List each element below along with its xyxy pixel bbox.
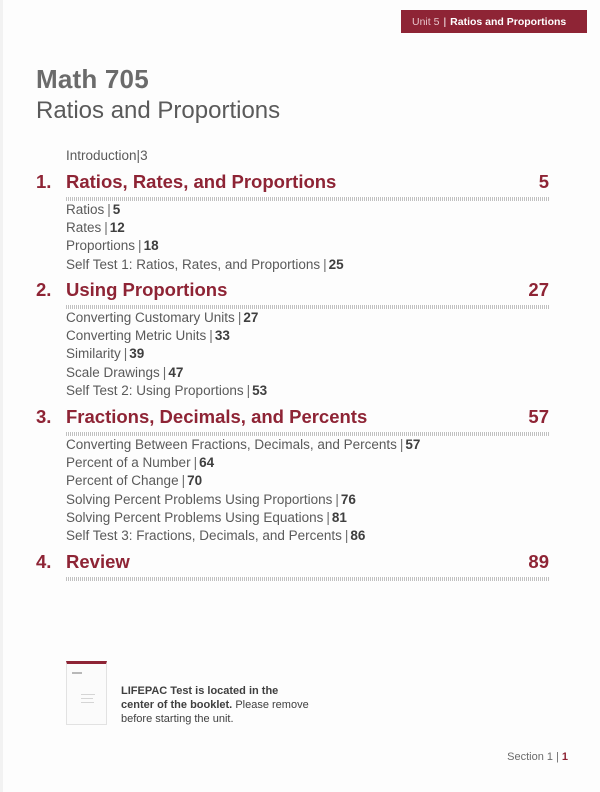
toc-section-2-heading[interactable] (36, 279, 549, 303)
toc-entry-page: 33 (214, 328, 230, 343)
test-booklet-thumbnail (66, 661, 107, 725)
toc-entry-label: Self Test 2: Using Proportions (66, 383, 244, 398)
toc-entry[interactable] (66, 238, 159, 253)
toc-entry-label: Introduction (66, 148, 137, 163)
toc-entry-label: Solving Percent Problems Using Equations (66, 510, 324, 525)
toc-entry-page: 27 (243, 310, 259, 325)
toc-entry-label: Converting Between Fractions, Decimals, and Percents (66, 437, 397, 452)
footer-section-label: Section 1 (507, 751, 554, 763)
section-page: 89 (528, 551, 549, 572)
toc-entry-bar: | (181, 473, 186, 488)
page-footer (507, 751, 568, 763)
section-title: Fractions, Decimals, and Percents (66, 406, 368, 427)
toc-entry-page: 57 (405, 437, 421, 452)
toc-entry-bar: | (246, 383, 251, 398)
toc-entry-page: 18 (143, 238, 159, 253)
toc-entry-bar: | (344, 528, 349, 543)
toc-entry-page: 47 (168, 365, 184, 380)
test-notice-line1: LIFEPAC Test is located in the (121, 685, 279, 697)
toc-entry-label: Converting Metric Units (66, 328, 207, 343)
toc-entry-page: 86 (350, 528, 366, 543)
toc-entry-page: 76 (340, 492, 356, 507)
toc-entry-page: 53 (252, 383, 268, 398)
toc-entry-page: 12 (109, 220, 125, 235)
section-page: 5 (538, 171, 549, 192)
section-divider (66, 197, 549, 201)
test-notice-line2: center of the booklet. (121, 699, 233, 711)
unit-header-band (401, 10, 587, 33)
toc-entry-page: 5 (112, 202, 121, 217)
toc-entry[interactable] (66, 365, 183, 380)
document-title: Math 705 (36, 64, 149, 94)
toc-entry-bar: | (335, 492, 339, 507)
toc-entry[interactable] (66, 510, 347, 525)
section-title: Review (66, 551, 130, 572)
unit-title: Ratios and Proportions (450, 15, 567, 28)
toc-entry-label: Percent of Change (66, 473, 179, 488)
toc-entry-page: 25 (328, 257, 344, 272)
toc-entry-bar: | (123, 346, 128, 361)
footer-page-number: 1 (561, 751, 568, 763)
toc-entry[interactable] (66, 220, 125, 235)
toc-entry-bar: | (136, 148, 141, 163)
test-notice-line3: Please remove before starting the unit. (121, 699, 309, 725)
toc-entry[interactable] (66, 257, 344, 272)
toc-entry[interactable] (66, 473, 202, 488)
section-number: 2. (36, 279, 52, 300)
toc-intro-entry[interactable] (66, 148, 148, 163)
section-divider (66, 432, 549, 436)
toc-entry-bar: | (138, 238, 142, 253)
toc-entry-label: Solving Percent Problems Using Proportions (66, 492, 333, 507)
toc-entry[interactable] (66, 455, 214, 470)
toc-entry-label: Rates (66, 220, 102, 235)
toc-entry-bar: | (399, 437, 404, 452)
toc-entry-label: Percent of a Number (66, 455, 191, 470)
document-subtitle: Ratios and Proportions (36, 97, 281, 124)
toc-entry-label: Similarity (66, 346, 121, 361)
toc-entry-bar: | (193, 455, 198, 470)
toc-entry-bar: | (323, 257, 327, 272)
toc-entry[interactable] (66, 437, 420, 452)
header-separator: | (443, 15, 447, 28)
toc-entry-label: Self Test 3: Fractions, Decimals, and Percents (66, 528, 342, 543)
toc-section-4-heading[interactable] (36, 551, 549, 575)
toc-entry[interactable] (66, 346, 144, 361)
toc-section-1-heading[interactable] (36, 171, 549, 195)
test-notice (121, 684, 311, 726)
section-title: Ratios, Rates, and Proportions (66, 171, 337, 192)
section-page: 57 (528, 406, 549, 427)
toc-entry-label: Ratios (66, 202, 105, 217)
section-page: 27 (528, 279, 549, 300)
toc-entry-label: Proportions (66, 238, 136, 253)
section-divider (66, 577, 549, 581)
toc-section-3-heading[interactable] (36, 406, 549, 430)
toc-entry[interactable] (66, 528, 365, 543)
toc-entry-label: Self Test 1: Ratios, Rates, and Proportions (66, 257, 321, 272)
toc-entry[interactable] (66, 492, 356, 507)
unit-label: Unit 5 (412, 15, 440, 28)
toc-entry-bar: | (107, 202, 111, 217)
toc-entry[interactable] (66, 202, 120, 217)
toc-entry-label: Scale Drawings (66, 365, 160, 380)
section-number: 1. (36, 171, 52, 192)
toc-entry-page: 64 (199, 455, 215, 470)
section-title: Using Proportions (66, 279, 228, 300)
toc-entry-label: Converting Customary Units (66, 310, 235, 325)
toc-entry-page: 81 (331, 510, 347, 525)
toc-entry-bar: | (162, 365, 167, 380)
toc-entry-bar: | (237, 310, 242, 325)
toc-entry-page: 3 (140, 148, 148, 163)
toc-entry-page: 39 (129, 346, 145, 361)
toc-entry[interactable] (66, 383, 267, 398)
section-number: 3. (36, 406, 52, 427)
toc-entry[interactable] (66, 310, 258, 325)
toc-entry-page: 70 (187, 473, 203, 488)
toc-entry[interactable] (66, 328, 230, 343)
toc-entry-bar: | (209, 328, 213, 343)
section-number: 4. (36, 551, 52, 572)
toc-entry-bar: | (104, 220, 108, 235)
toc-entry-bar: | (326, 510, 330, 525)
section-divider (66, 305, 549, 309)
footer-separator: | (556, 751, 559, 763)
